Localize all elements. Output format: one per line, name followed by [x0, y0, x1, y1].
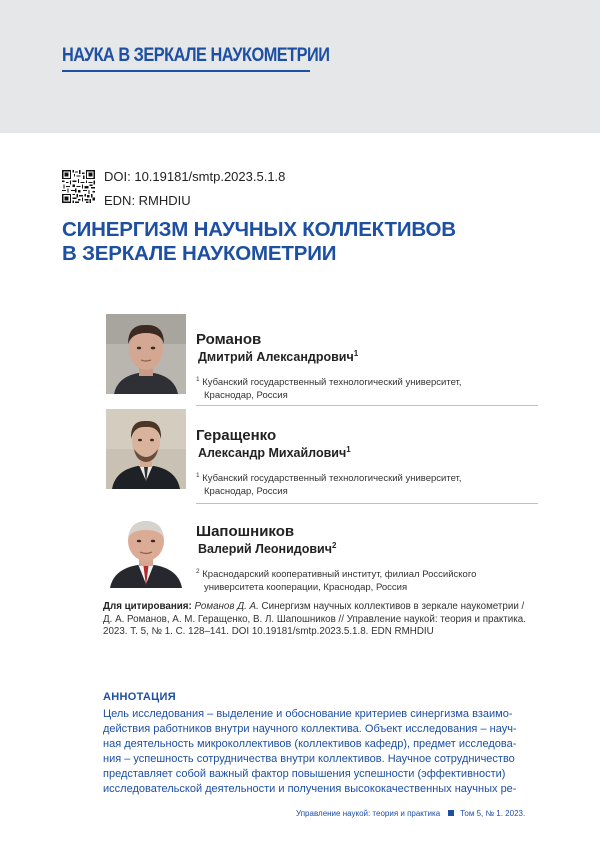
author-given-name: Валерий Леонидович$^2$: [198, 540, 337, 556]
author-shaposhnikov: [196, 523, 538, 557]
abstract-line: ная деятельность микроколлективов (коллективов кафедр), предмет исследова-: [103, 738, 517, 750]
author-photo-gerashchenko: [106, 409, 186, 489]
footer-journal: Управление наукой: теория и практика: [296, 809, 441, 818]
square-bullet-icon: [448, 810, 454, 816]
citation-block: [103, 601, 539, 639]
author-affiliation: $^1$ Кубанский государственный технологический университет, Краснодар, Россия: [196, 375, 462, 401]
doi-text: DOI: 10.19181/smtp.2023.5.1.8: [104, 169, 286, 184]
article-title: [62, 218, 542, 266]
author-affiliation: $^2$ Краснодарский кооперативный институт, филиал Российского университета кооперации, Краснодар, Россия: [196, 567, 477, 593]
article-title-line: СИНЕРГИЗМ НАУЧНЫХ КОЛЛЕКТИВОВ: [62, 218, 456, 241]
page-footer: [296, 809, 525, 818]
author-photo-shaposhnikov: [106, 508, 186, 588]
abstract-line: Цель исследования – выделение и обоснование критериев синергизма взаимо-: [103, 708, 513, 720]
author-divider: [196, 503, 538, 504]
abstract-line: исследовательской деятельности и получения высококачественных научных ре-: [103, 783, 517, 795]
citation-line: Д. А. Романов, А. М. Геращенко, В. Л. Шапошников // Управление наукой: теория и практика.: [103, 613, 526, 625]
author-gerashchenko: [196, 427, 538, 461]
author-surname: Геращенко: [196, 427, 277, 444]
citation-author: Романов Д. А.: [194, 601, 259, 612]
section-title-underline: [62, 70, 310, 72]
edn-text: EDN: RMHDIU: [104, 193, 191, 208]
citation-line: 2023. Т. 5, № 1. С. 128–141. DOI 10.19181/smtp.2023.5.1.8. EDN RMHDIU: [103, 626, 434, 638]
abstract-line: действия работников внутри научного коллектива. Объект исследования – науч-: [103, 723, 517, 735]
author-affiliation: $^1$ Кубанский государственный технологический университет, Краснодар, Россия: [196, 471, 462, 497]
footer-issue: Том 5, № 1. 2023.: [460, 809, 526, 818]
abstract-text: [103, 707, 541, 797]
citation-label: Для цитирования:: [103, 601, 192, 612]
abstract-line: ния – успешность сотрудничества внутри коллективов. Научное сотрудничество: [103, 753, 515, 765]
section-title: НАУКА В ЗЕРКАЛЕ НАУКОМЕТРИИ: [62, 45, 330, 66]
abstract-heading: АННОТАЦИЯ: [103, 691, 176, 703]
article-title-line: В ЗЕРКАЛЕ НАУКОМЕТРИИ: [62, 242, 337, 265]
abstract-line: представляет собой важный фактор повышения успешности (эффективности): [103, 768, 506, 780]
author-surname: Романов: [196, 331, 262, 348]
affiliation-mark: 1: [353, 348, 359, 358]
author-surname: Шапошников: [196, 523, 295, 540]
author-given-name: Дмитрий Александрович$^1$: [198, 348, 359, 364]
qr-code-icon: [62, 170, 95, 203]
author-romanov: [196, 331, 538, 365]
author-given-name: Александр Михайлович$^1$: [198, 444, 351, 460]
author-photo-romanov: [106, 314, 186, 394]
affiliation-mark: 2: [331, 540, 337, 550]
affiliation-mark: 1: [346, 444, 351, 454]
citation-line: Для цитирования: Романов Д. А. Синергизм научных коллективов в зеркале наукометрии /: [103, 601, 525, 612]
author-divider: [196, 405, 538, 406]
